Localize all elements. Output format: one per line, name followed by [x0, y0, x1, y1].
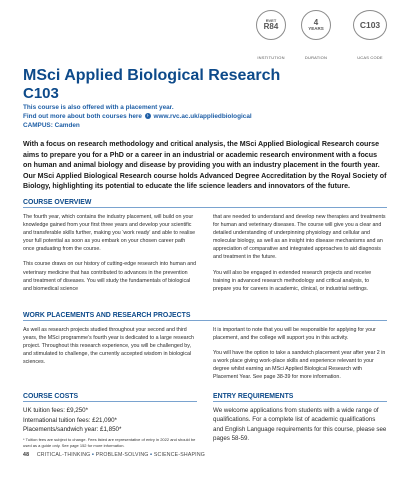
course-title: MSci Applied Biological Research: [23, 67, 281, 84]
page-number: 48: [23, 452, 30, 458]
placement-fees: Placements/sandwich year: £1,850*: [23, 426, 122, 434]
overview-paragraph: This course draws on our history of cutting-edge research into human and veterinary medicine that has contributed to advances in the prevention and treatment of diseases. You will study the fundamentals of biological and biomedical science: [23, 261, 197, 292]
placements-left-column: [23, 326, 197, 373]
footer-tag: CRITICAL-THINKING: [36, 452, 91, 458]
duration-unit: YEARS: [308, 25, 324, 31]
footer-tag: SCIENCE-SHAPING: [153, 452, 205, 458]
ucas-badge: [353, 10, 387, 40]
placements-heading: WORK PLACEMENTS AND RESEARCH PROJECTS: [23, 312, 387, 321]
placements-paragraph: You will have the option to take a sandwich placement year after year 2 in a work place giving work-place skills and experience relevant to your degree whilst earning an MSci Applied Biological Research with Placement Year. See page 38-39 for more information.: [213, 350, 386, 381]
overview-left-column: [23, 213, 197, 300]
intro-paragraph: With a focus on research methodology and critical analysis, the MSci Applied Biological Research course aims to prepare you for a PhD or a career in an industrial or academic research environment with a focus on human and animal biology and disease by providing you with an industry placement in the fourth year. Our MSci Applied Biological Research course holds Advanced Degree Accreditation by the Royal Society of Biology, highlighting its potential to educate the life science leaders and innovators of the future.: [23, 140, 387, 191]
ucas-label: UCAS CODE: [357, 55, 383, 60]
duration-badge: [301, 10, 331, 40]
duration-value: 4: [313, 17, 319, 27]
more-info-text: Find out more about both courses here: [23, 113, 142, 120]
overview-right-column: [213, 213, 387, 300]
institution-label: INSTITUTION: [257, 55, 285, 60]
duration-label: DURATION: [304, 55, 328, 60]
campus-label: CAMPUS: Camden: [23, 122, 80, 129]
institution-badge-top: RVET: [265, 18, 277, 23]
entry-requirements-heading: ENTRY REQUIREMENTS: [213, 393, 387, 402]
course-code: C103: [23, 85, 59, 102]
bullet-icon: •: [92, 452, 95, 458]
bullet-icon: •: [150, 452, 153, 458]
placements-paragraph: As well as research projects studied throughout your second and third years, the MSci programme’s fourth year is dedicated to a large research project. Throughout this research experience, you will be challenged by, and stimulated to challenge, the currently accepted wisdom in biological sciences.: [23, 327, 194, 366]
page-footer: [23, 452, 205, 458]
footer-tag: PROBLEM-SOLVING: [95, 452, 149, 458]
entry-requirements-text: We welcome applications from students with a wide range of qualifications. For a complete list of academic qualifications and English Language requirements for this course, please see pages 58-59.: [213, 407, 387, 443]
institution-badge: [256, 10, 286, 40]
institution-code: R84: [263, 22, 279, 31]
ucas-code: C103: [359, 19, 381, 30]
arrow-circle-icon: ›: [145, 113, 151, 119]
overview-paragraph: You will also be engaged in extended research projects and receive training in advanced research methodology and critical analysis, to prepare you for careers in academic, clinical, or industrial settings.: [213, 269, 372, 292]
international-fees: International tuition fees: £21,090*: [23, 416, 117, 424]
uk-fees: UK tuition fees: £9,250*: [23, 407, 89, 414]
overview-paragraph: The fourth year, which contains the industry placement, will build on your knowledge gained from your first three years and develop your scientific and transferable skills further, making you ‘work ready’ and able to realise your full potential as soon as you embark on your chosen career path once graduating from the course.: [23, 214, 196, 253]
placements-paragraph: It is important to note that you will be responsible for applying for your placement, and the college will support you in this activity.: [213, 327, 376, 342]
course-overview-heading: COURSE OVERVIEW: [23, 199, 387, 208]
course-link[interactable]: www.rvc.ac.uk/appliedbiological: [153, 113, 252, 120]
placement-note: This course is also offered with a placement year.: [23, 104, 174, 111]
overview-paragraph: that are needed to understand and develop new therapies and treatments for human and veterinary diseases. The course will give you a clear and detailed understanding of underpinning physiology and cellular and molecular biology, as well as an insight into disease mechanisms and an appreciation of comparative and integrated approaches to aid diagnosis and treatment in the future.: [213, 214, 386, 261]
course-badges: [234, 10, 394, 62]
more-info-line: [23, 113, 252, 120]
course-costs-heading: COURSE COSTS: [23, 393, 197, 402]
fees-footnote: * Tuition fees are subject to change. Fees listed are representative of entry in 2022 and should be used as a guide only. See page 152 for more information.: [23, 437, 196, 448]
course-costs: [23, 406, 197, 435]
placements-right-column: [213, 326, 387, 389]
